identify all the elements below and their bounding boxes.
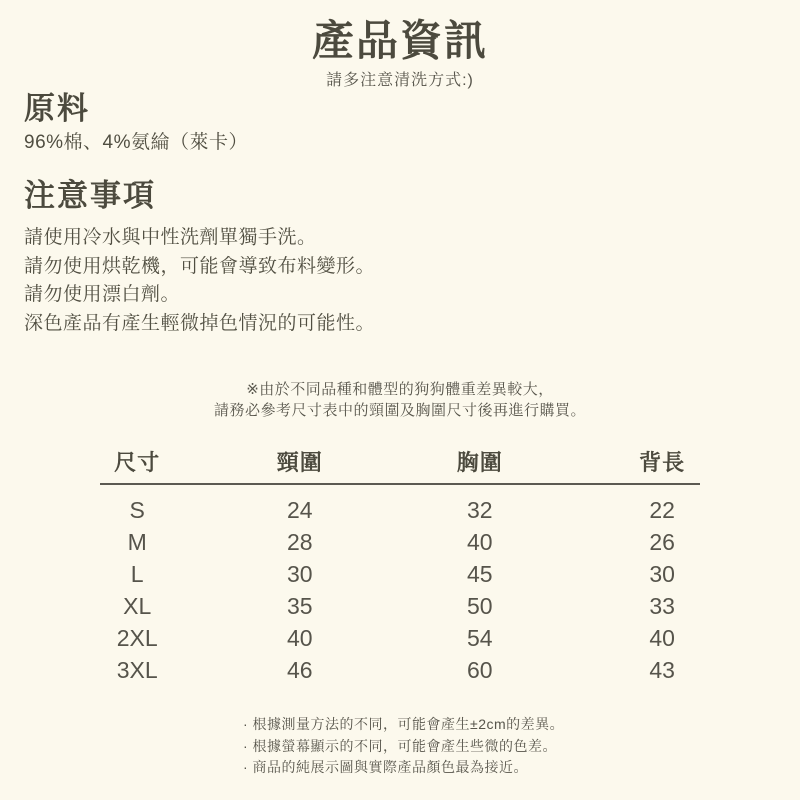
table-row [100, 622, 700, 654]
cell-neck: 30 [287, 561, 313, 587]
precautions-heading: 注意事項 [24, 178, 156, 213]
cell-size: S [129, 497, 145, 523]
cell-back: 43 [649, 657, 675, 683]
cell-back: 40 [649, 625, 675, 651]
column-header-size: 尺寸 [114, 450, 161, 475]
materials-content: 96%棉、4%氨綸（萊卡） [24, 132, 248, 153]
size-note-line: ※由於不同品種和體型的狗狗體重差異較大， [246, 381, 554, 398]
column-header-chest: 胸圍 [456, 450, 503, 475]
cell-chest: 32 [467, 497, 493, 523]
cell-neck: 40 [287, 625, 313, 651]
page-subtitle: 請多注意清洗方式:) [326, 72, 474, 89]
table-row [100, 526, 700, 558]
cell-back: 22 [649, 497, 675, 523]
cell-neck: 28 [287, 529, 313, 555]
table-row [100, 494, 700, 526]
size-note-line: 請務必參考尺寸表中的頸圍及胸圍尺寸後再進行購買。 [213, 402, 586, 419]
cell-back: 26 [649, 529, 675, 555]
cell-chest: 54 [467, 625, 493, 651]
precaution-item: 深色產品有產生輕微掉色情況的可能性。 [24, 312, 376, 334]
precaution-item: 請勿使用烘乾機，可能會導致布料變形。 [24, 255, 376, 277]
cell-size: L [130, 561, 144, 587]
table-header-divider [100, 483, 700, 485]
cell-neck: 35 [287, 593, 313, 619]
cell-size: XL [123, 593, 152, 619]
size-table-header-row [100, 448, 700, 478]
precaution-item: 請勿使用漂白劑。 [24, 284, 181, 305]
footnotes [243, 714, 564, 779]
cell-neck: 24 [287, 497, 313, 523]
cell-back: 33 [649, 593, 675, 619]
cell-size: 2XL [116, 625, 158, 651]
table-row [100, 590, 700, 622]
column-header-back: 背長 [639, 450, 686, 475]
cell-chest: 45 [467, 561, 493, 587]
footnote-line: · 商品的純展示圖與實際產品顏色最為接近。 [243, 759, 529, 775]
precautions-list [24, 224, 375, 338]
precaution-item: 請使用冷水與中性洗劑單獨手洗。 [24, 227, 317, 248]
footnote-line: · 根據螢幕顯示的不同，可能會產生些微的色差。 [243, 737, 558, 754]
cell-chest: 40 [467, 529, 493, 555]
footnote-line: · 根據測量方法的不同，可能會產生±2cm的差異。 [243, 716, 565, 732]
cell-size: 3XL [116, 657, 158, 683]
cell-chest: 60 [467, 657, 493, 683]
materials-heading: 原料 [24, 91, 90, 126]
page-title: 產品資訊 [311, 17, 488, 64]
cell-neck: 46 [287, 657, 313, 683]
cell-chest: 50 [467, 593, 493, 619]
cell-size: M [127, 529, 147, 555]
size-table-body [100, 494, 700, 686]
column-header-neck: 頸圍 [276, 450, 323, 475]
size-table [100, 448, 700, 686]
table-row [100, 558, 700, 590]
cell-back: 30 [649, 561, 675, 587]
size-note [0, 379, 800, 421]
table-row [100, 654, 700, 686]
